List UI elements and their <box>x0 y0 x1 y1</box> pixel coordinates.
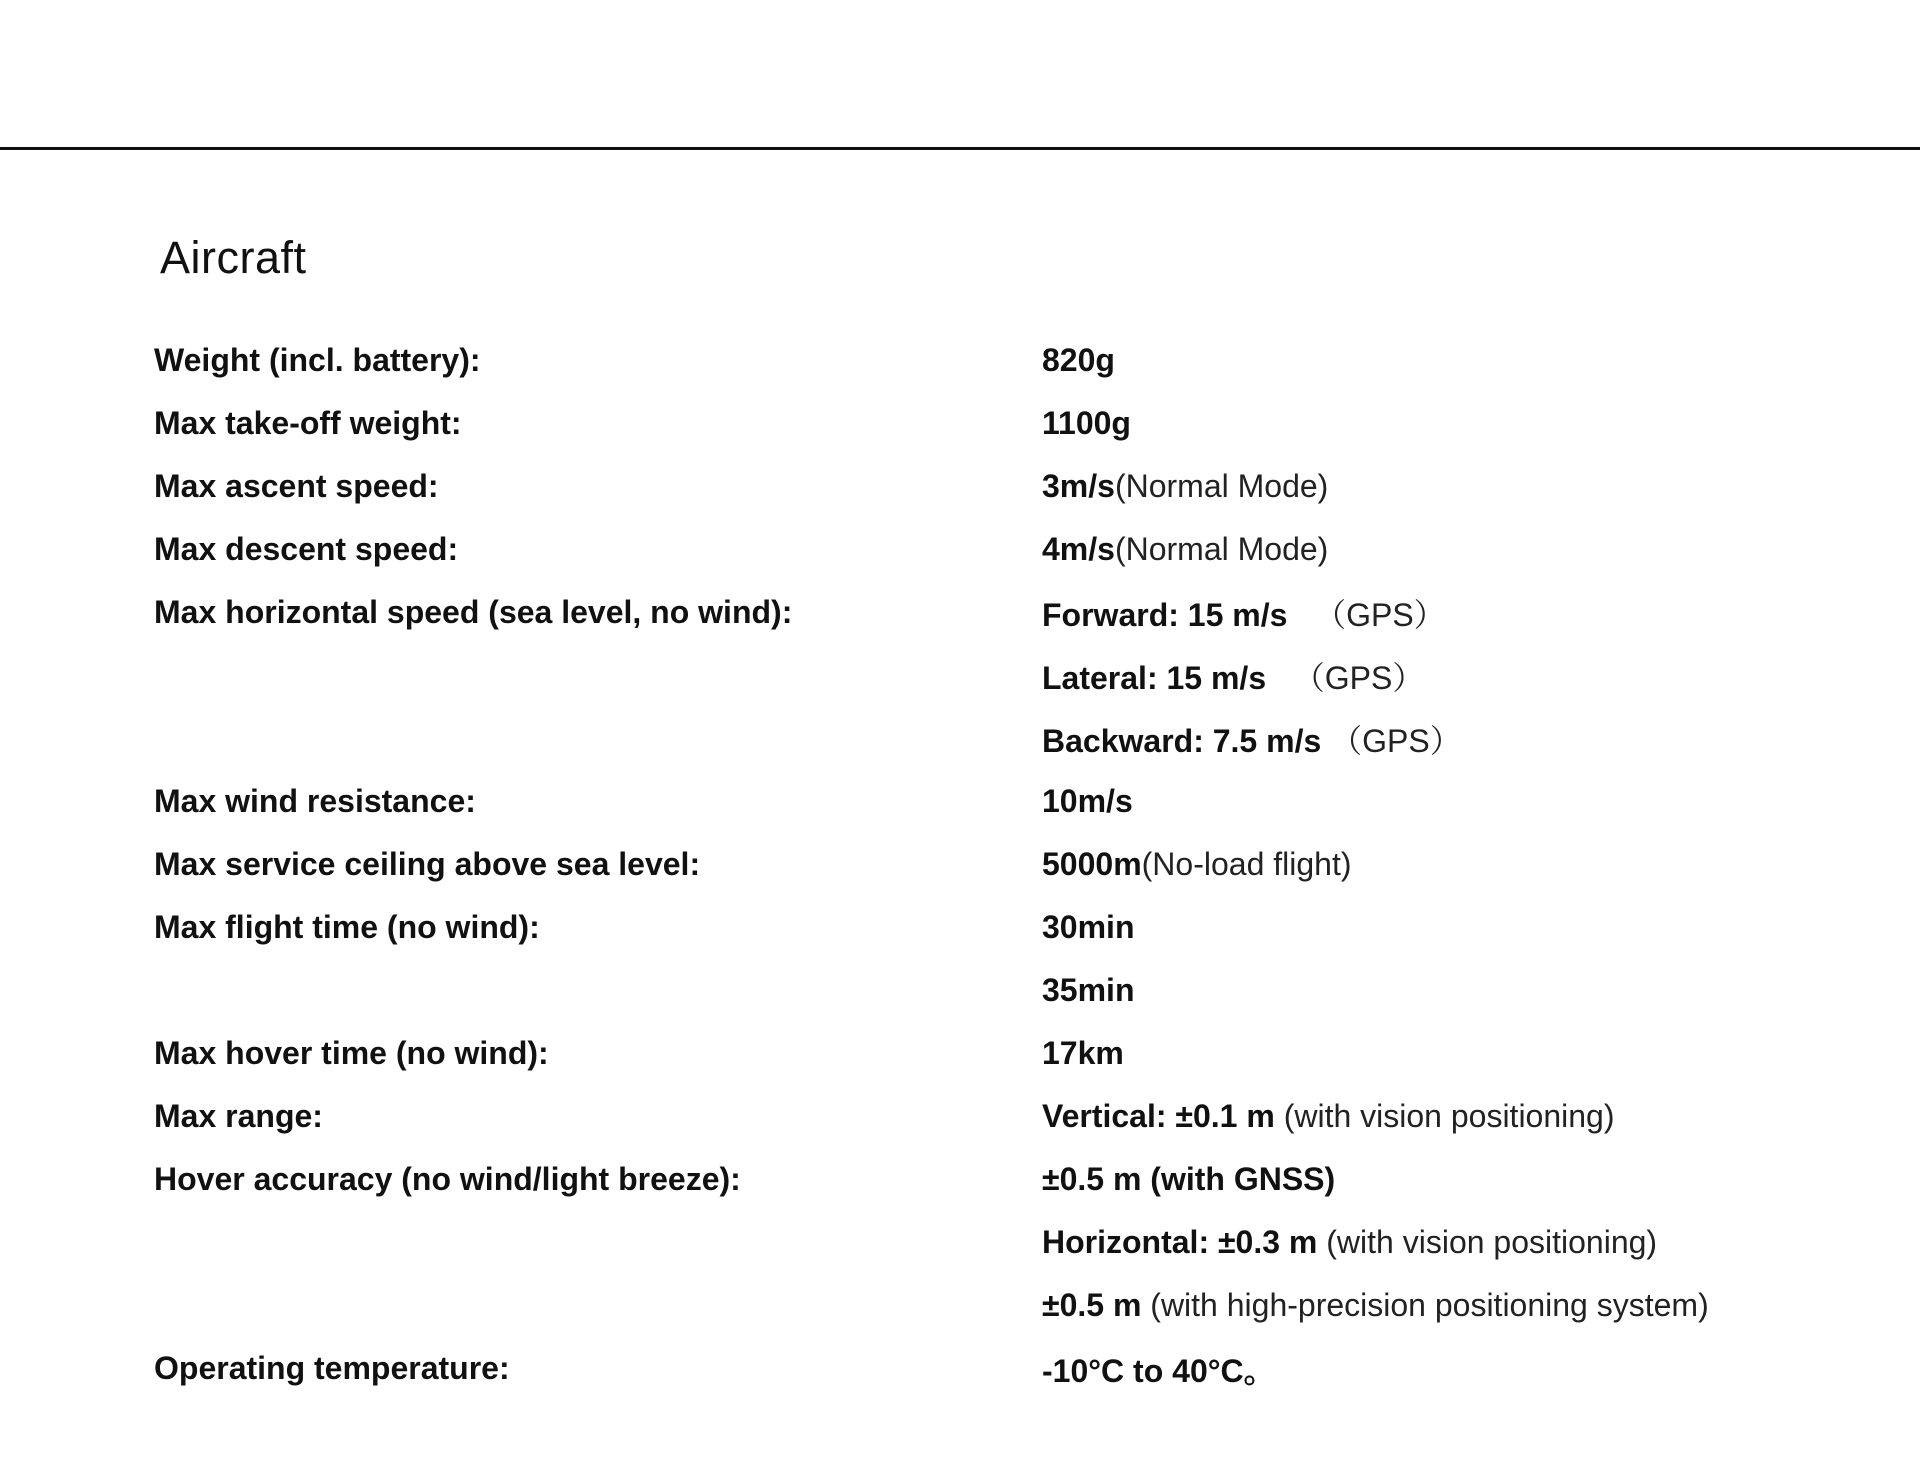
spec-row-flight-time-alt <box>154 959 1854 1022</box>
spec-row-hover-accuracy <box>154 1148 1854 1211</box>
spec-value-note: （GPS） <box>1321 722 1462 759</box>
spec-label: Max hover time (no wind): <box>154 1035 549 1071</box>
spec-value-main: 35min <box>1042 972 1135 1008</box>
spec-table <box>154 329 1854 1400</box>
spec-value-note: (with vision positioning) <box>1317 1224 1658 1260</box>
section-title: Aircraft <box>160 232 307 283</box>
header-divider <box>0 147 1920 150</box>
spec-label: Max ascent speed: <box>154 468 439 504</box>
spec-label: Max service ceiling above sea level: <box>154 846 701 882</box>
spec-value <box>1042 1224 1657 1261</box>
spec-value <box>1042 590 1446 636</box>
spec-value-note: （GPS） <box>1266 659 1425 696</box>
spec-value-main: 3m/s <box>1042 468 1115 504</box>
spec-value <box>1042 783 1133 820</box>
spec-value-main: Lateral: 15 m/s <box>1042 659 1267 696</box>
spec-value <box>1042 1035 1124 1072</box>
spec-value-note: (with high-precision positioning system) <box>1141 1287 1709 1323</box>
spec-label: Max descent speed: <box>154 531 459 567</box>
spec-value <box>1042 1346 1276 1392</box>
spec-row-lateral-speed <box>154 644 1854 707</box>
spec-value <box>1042 531 1328 568</box>
spec-value <box>1042 909 1134 946</box>
spec-value-main: 5000m <box>1042 846 1142 882</box>
spec-value <box>1042 846 1352 883</box>
spec-value <box>1042 342 1115 379</box>
spec-value-note: (No-load flight) <box>1141 846 1352 882</box>
spec-row-high-precision-accuracy <box>154 1274 1854 1337</box>
spec-row-operating-temperature <box>154 1337 1854 1400</box>
spec-value-main: 4m/s <box>1042 531 1115 567</box>
spec-row-max-ascent-speed <box>154 455 1854 518</box>
spec-value-note: (with vision positioning) <box>1274 1098 1615 1134</box>
spec-row-max-service-ceiling <box>154 833 1854 896</box>
spec-row-backward-speed <box>154 707 1854 770</box>
spec-value-main: 30min <box>1042 909 1135 945</box>
spec-label: Max wind resistance: <box>154 783 476 819</box>
spec-value <box>1042 405 1131 442</box>
spec-label: Max take-off weight: <box>154 405 462 441</box>
spec-row-max-takeoff-weight <box>154 392 1854 455</box>
spec-row-max-horizontal-speed <box>154 581 1854 644</box>
spec-value <box>1042 653 1424 699</box>
spec-value-main: Backward: 7.5 m/s <box>1042 722 1322 759</box>
spec-value-note: (Normal Mode) <box>1114 531 1329 567</box>
spec-value-main: ±0.5 m (with GNSS) <box>1042 1161 1336 1197</box>
spec-value-note: （GPS） <box>1287 596 1446 633</box>
spec-value-note: (Normal Mode) <box>1114 468 1329 504</box>
spec-row-max-range <box>154 1085 1854 1148</box>
spec-row-max-wind-resistance <box>154 770 1854 833</box>
spec-row-weight <box>154 329 1854 392</box>
spec-value-main: 1100g <box>1042 405 1131 441</box>
spec-value-main: Horizontal: ±0.3 m <box>1042 1224 1318 1260</box>
spec-value <box>1042 468 1328 505</box>
spec-row-max-hover-time <box>154 1022 1854 1085</box>
spec-value-main: 820g <box>1042 342 1115 378</box>
spec-label: Weight (incl. battery): <box>154 342 481 378</box>
spec-value <box>1042 1161 1335 1198</box>
spec-label: Max range: <box>154 1098 323 1134</box>
spec-value-main: ±0.5 m <box>1042 1287 1142 1323</box>
spec-value <box>1042 972 1134 1009</box>
spec-value <box>1042 716 1462 762</box>
spec-value <box>1042 1098 1615 1135</box>
spec-label: Max horizontal speed (sea level, no wind): <box>154 594 793 630</box>
spec-value-main: 17km <box>1042 1035 1124 1071</box>
spec-row-max-flight-time <box>154 896 1854 959</box>
spec-row-max-descent-speed <box>154 518 1854 581</box>
spec-value-main: Vertical: ±0.1 m <box>1042 1098 1275 1134</box>
spec-label: Max flight time (no wind): <box>154 909 540 945</box>
spec-value-main: Forward: 15 m/s <box>1042 596 1288 633</box>
spec-value <box>1042 1287 1709 1324</box>
spec-value-main: 10m/s <box>1042 783 1133 819</box>
spec-row-horizontal-accuracy <box>154 1211 1854 1274</box>
spec-label: Hover accuracy (no wind/light breeze): <box>154 1161 741 1197</box>
spec-label: Operating temperature: <box>154 1350 510 1386</box>
spec-value-main: -10°C to 40°C。 <box>1042 1352 1276 1389</box>
